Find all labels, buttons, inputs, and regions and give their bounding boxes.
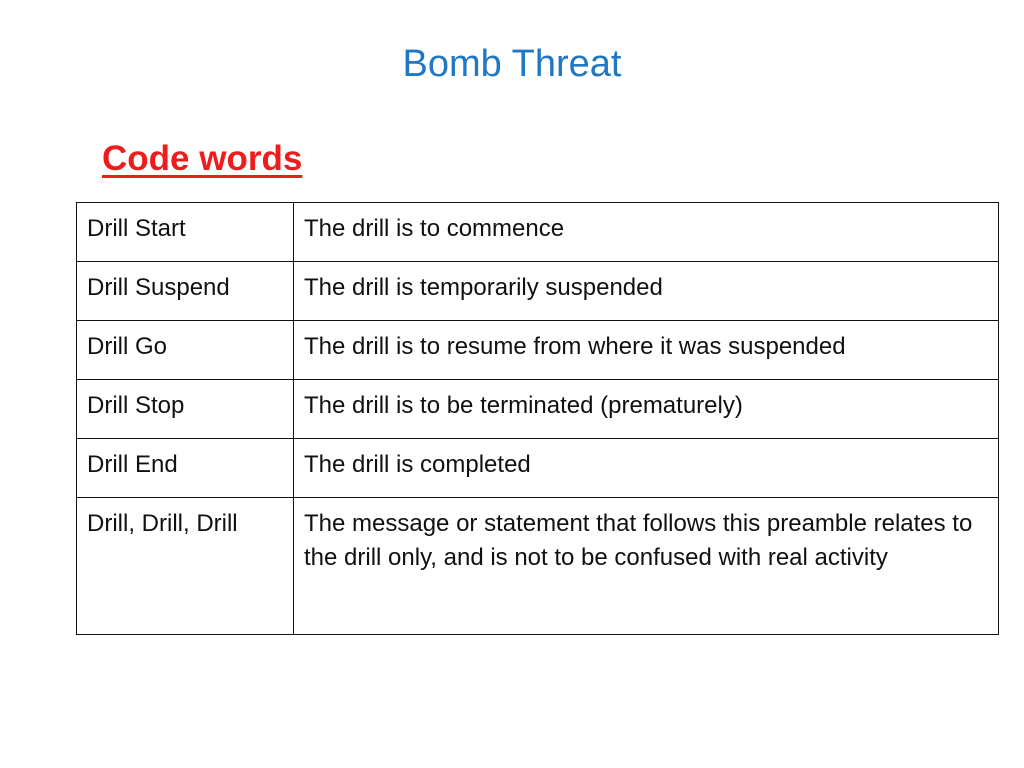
meaning-cell: The drill is to be terminated (prematurely) [294, 380, 999, 439]
code-word-cell: Drill Start [77, 203, 294, 262]
code-word-cell: Drill Suspend [77, 262, 294, 321]
code-word-cell: Drill, Drill, Drill [77, 498, 294, 635]
table-row [77, 321, 999, 380]
table-row [77, 439, 999, 498]
page-title: Bomb Threat [402, 43, 622, 85]
meaning-cell: The drill is temporarily suspended [294, 262, 999, 321]
table-row [77, 203, 999, 262]
table-row [77, 380, 999, 439]
meaning-cell: The drill is to resume from where it was suspended [294, 321, 999, 380]
code-words-table [76, 202, 999, 635]
code-word-cell: Drill Go [77, 321, 294, 380]
meaning-cell: The message or statement that follows this preamble relates to the drill only, and is not to be confused with real activity [294, 498, 999, 635]
table-row [77, 262, 999, 321]
code-word-cell: Drill Stop [77, 380, 294, 439]
code-word-cell: Drill End [77, 439, 294, 498]
section-heading: Code words [102, 139, 303, 178]
table-row [77, 498, 999, 635]
meaning-cell: The drill is completed [294, 439, 999, 498]
meaning-cell: The drill is to commence [294, 203, 999, 262]
